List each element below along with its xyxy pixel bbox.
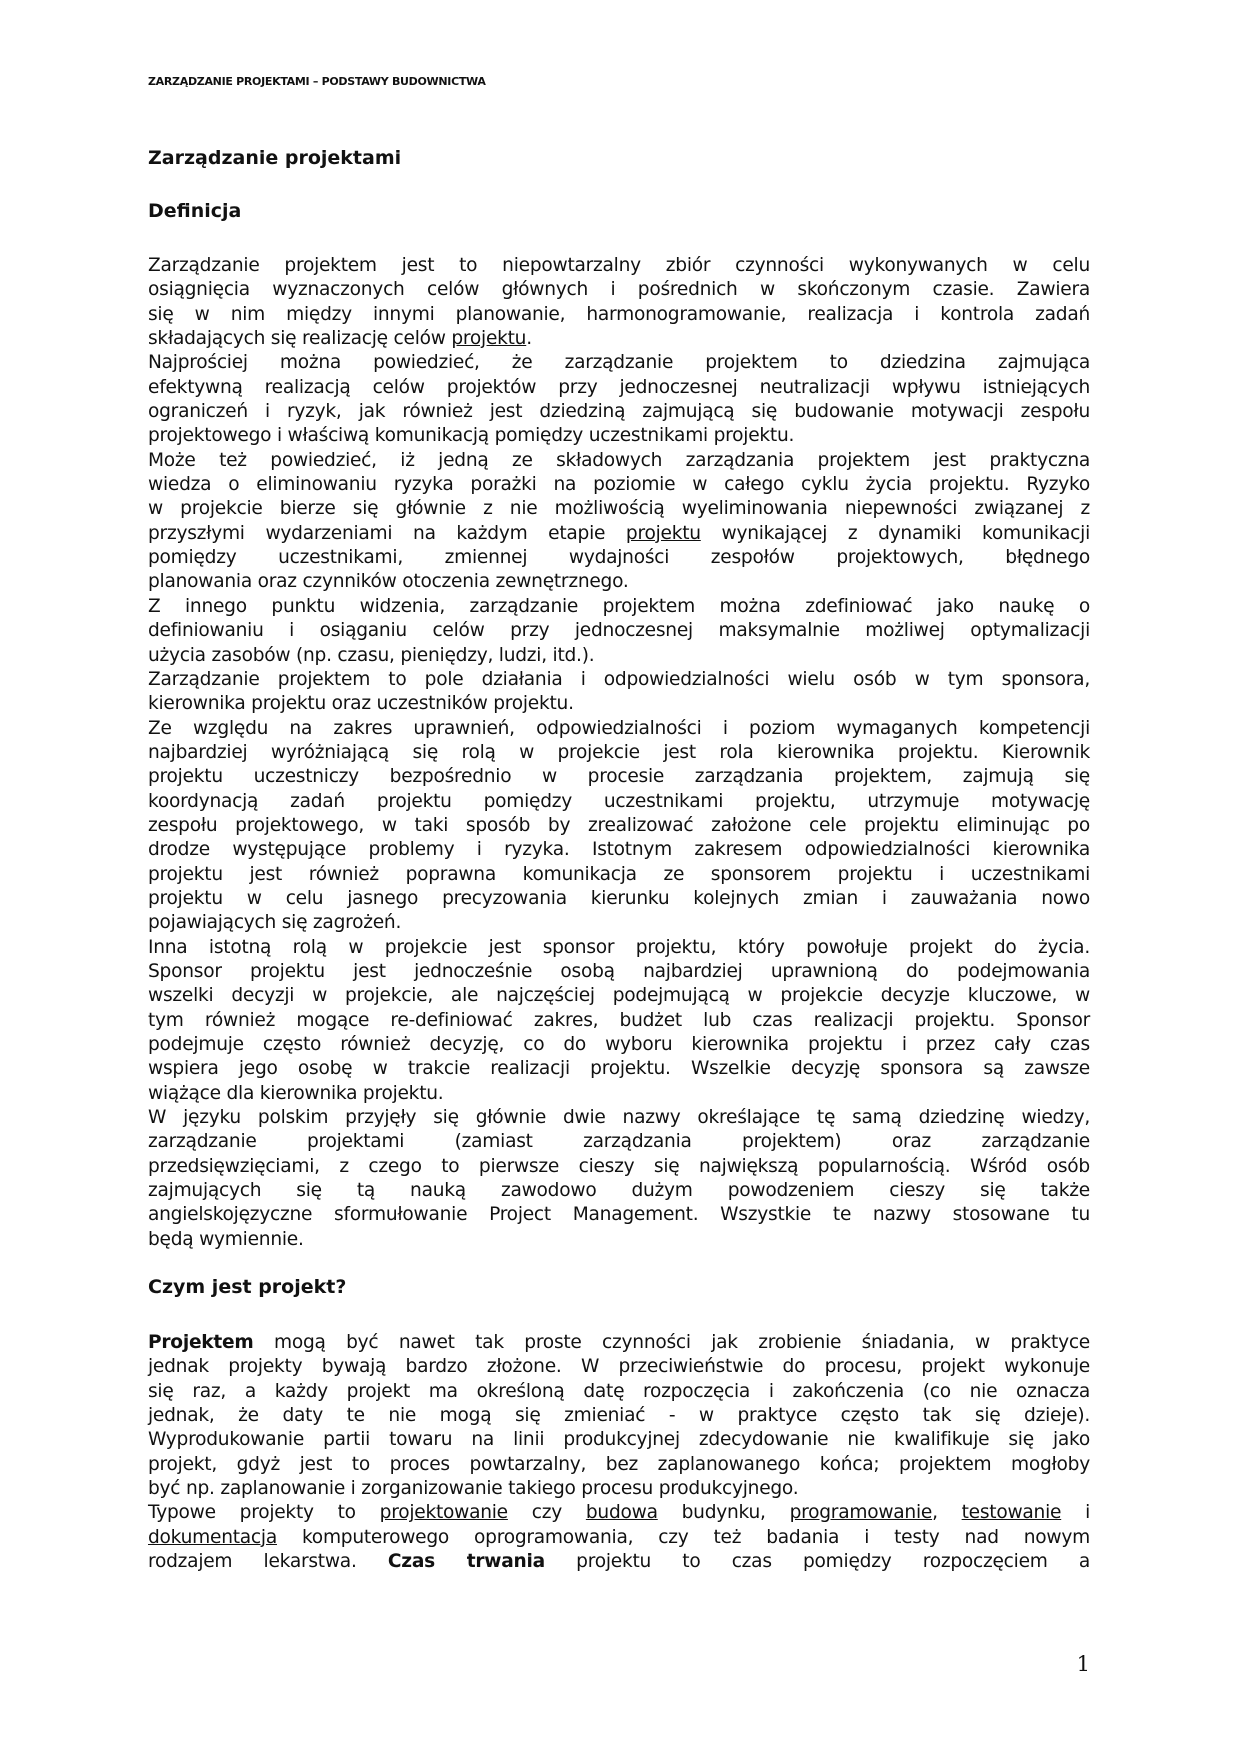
text-line [148,863,1090,887]
text-run: być np. zaplanowanie i zorganizowanie takiego procesu produkcyjnego. [148,1478,799,1500]
text-run: wynikającej z dynamiki komunikacji [700,522,1090,544]
text-line [148,278,1090,302]
text-run: budynku, [657,1502,790,1524]
bold-term: Projektem [148,1332,254,1353]
bold-term: Czas trwania [387,1551,545,1573]
text-line [148,717,1090,741]
text-line [148,644,1090,668]
text-run: najbardziej wyróżniającą się rolą w projekcie jest rola kierownika projektu. Kierownik [148,741,1090,763]
text-line [148,1404,1090,1428]
text-line [148,1155,1090,1179]
text-run: drodze występujące problemy i ryzyka. Istotnym zakresem odpowiedzialności kierownika [148,839,1090,861]
text-run: koordynacją zadań projektu pomiędzy uczestnikami projektu, utrzymuje motywację [148,790,1090,812]
hyperlink[interactable]: projektu [625,522,701,544]
text-run: jednak projekty bywają bardzo złożone. W przeciwieństwie do procesu, projekt wykonuje [148,1356,1090,1378]
paragraph [148,1106,1090,1252]
text-run: się raz, a każdy projekt ma określoną datę rozpoczęcia i zakończenia (co nie oznacza [148,1380,1090,1402]
text-run: projektu to czas pomiędzy rozpoczęciem a [544,1551,1091,1573]
paragraph [148,936,1090,1106]
paragraph [148,595,1090,668]
text-run: wiedza o eliminowaniu ryzyka porażki na poziomie w całego cyklu życia projektu. Ryzyko [148,474,1090,496]
text-line [148,522,1090,546]
text-line [148,1501,1090,1525]
text-run: efektywną realizacją celów projektów przy jednoczesnej neutralizacji wpływu istniejących [148,376,1090,398]
text-line [148,1228,1090,1252]
text-run: Inna istotną rolą w projekcie jest sponsor projektu, który powołuje projekt do życia. [148,936,1090,958]
text-run: wiążące dla kierownika projektu. [148,1082,444,1104]
text-run: Zarządzanie projektem jest to niepowtarzalny zbiór czynności wykonywanych w celu [148,255,1090,276]
text-line [148,814,1090,838]
text-run: Może też powiedzieć, iż jedną ze składowych zarządzania projektem jest praktyczna [148,449,1090,471]
text-run: osiągnięcia wyznaczonych celów głównych i pośrednich w skończonym czasie. Zawiera [148,279,1090,301]
text-line [148,911,1090,935]
text-run: i [1061,1502,1090,1524]
text-line [148,1130,1090,1154]
text-line [148,254,1090,278]
text-line [148,1355,1090,1379]
text-run: jednak, że daty te nie mogą się zmieniać - w praktyce często tak się dzieje). [148,1405,1090,1427]
section-heading-definicja: Definicja [148,200,242,222]
text-run: wszelki decyzji w projekcie, ale najczęściej podejmującą w projekcie decyzje kluczowe, w [148,985,1090,1007]
text-run: pojawiających się zagrożeń. [148,912,402,934]
text-line [148,1009,1090,1033]
text-run: Sponsor projektu jest jednocześnie osobą najbardziej uprawnioną do podejmowania [148,960,1090,982]
text-run: ograniczeń i ryzyk, jak również jest dziedziną zajmującą się budowanie motywacji zespołu [148,401,1090,423]
text-run: Zarządzanie projektem to pole działania i odpowiedzialności wielu osób w tym sponsora, [148,668,1090,690]
text-line [148,546,1090,570]
text-line [148,1203,1090,1227]
text-run: się w nim między innymi planowanie, harmonogramowanie, realizacja i kontrola zadań [148,303,1090,325]
hyperlink[interactable]: programowanie [789,1502,933,1524]
paragraph [148,449,1090,595]
text-run: kierownika projektu oraz uczestników projektu. [148,693,574,715]
running-header: ZARZĄDZANIE PROJEKTAMI – PODSTAWY BUDOWNICTWA [148,75,486,88]
section-heading-czym-jest-projekt: Czym jest projekt? [148,1276,347,1298]
hyperlink[interactable]: projektu [451,328,527,350]
text-line [148,424,1090,448]
paragraph [148,717,1090,936]
text-line [148,1057,1090,1081]
hyperlink[interactable]: budowa [585,1502,658,1524]
text-line [148,351,1090,375]
text-run: , [932,1502,962,1524]
text-line [148,497,1090,521]
text-run: Najprościej można powiedzieć, że zarządzanie projektem to dziedzina zajmująca [148,352,1090,374]
text-run: Z innego punktu widzenia, zarządzanie projektem można zdefiniować jako naukę o [148,595,1090,617]
text-run: tym również mogące re-definiować zakres, budżet lub czas realizacji projektu. Sponsor [148,1009,1090,1031]
text-run: zespołu projektowego, w taki sposób by zrealizować założone cele projektu eliminując po [148,814,1090,836]
text-line [148,1106,1090,1130]
text-line [148,327,1090,351]
text-line [148,1453,1090,1477]
section-body-czym-jest-projekt [148,1331,1090,1574]
text-run: projektu uczestniczy bezpośrednio w procesie zarządzania projektem, zajmują się [148,766,1090,788]
text-line [148,1179,1090,1203]
text-line [148,570,1090,594]
text-run: składających się realizację celów [148,328,452,350]
text-run: projektu w celu jasnego precyzowania kierunku kolejnych zmian i zauważania nowo [148,887,1090,909]
document-title: Zarządzanie projektami [148,147,402,169]
text-line [148,1428,1090,1452]
text-line [148,1477,1090,1501]
text-line [148,1380,1090,1404]
text-run: podejmuje często również decyzję, co do wyboru kierownika projektu i przez cały czas [148,1034,1090,1055]
text-line [148,449,1090,473]
page-number: 1 [1076,1652,1090,1676]
text-line [148,376,1090,400]
text-run: zajmujących się tą nauką zawodowo dużym powodzeniem cieszy się także [148,1180,1090,1202]
text-line [148,303,1090,327]
text-run: Typowe projekty to [148,1502,380,1524]
text-line [148,1331,1090,1355]
text-line [148,765,1090,789]
text-line [148,692,1090,716]
text-run: zarządzanie projektami (zamiast zarządzania projektem) oraz zarządzanie [148,1131,1090,1153]
text-run: pomiędzy uczestnikami, zmiennej wydajności zespołów projektowych, błędnego [148,547,1090,569]
text-line [148,984,1090,1008]
text-run: planowania oraz czynników otoczenia zewnętrznego. [148,571,629,593]
text-run: wspiera jego osobę w trakcie realizacji projektu. Wszelkie decyzję sponsora są zawsze [148,1058,1090,1080]
text-run: przedsięwzięciami, z czego to pierwsze cieszy się największą popularnością. Wśród osób [148,1155,1090,1177]
text-line [148,619,1090,643]
text-run: przyszłymi wydarzeniami na każdym etapie [148,522,626,544]
text-run: projektu jest również poprawna komunikacja ze sponsorem projektu i uczestnikami [148,863,1090,885]
text-line [148,473,1090,497]
text-run: Wyprodukowanie partii towaru na linii produkcyjnej zdecydowanie nie kwalifikuje się jako [148,1429,1090,1451]
paragraph [148,351,1090,448]
paragraph [148,1501,1090,1574]
text-run: mogą być nawet tak proste czynności jak zrobienie śniadania, w praktyce [253,1332,1090,1353]
text-run: użycia zasobów (np. czasu, pieniędzy, ludzi, itd.). [148,644,595,666]
text-run: Ze względu na zakres uprawnień, odpowiedzialności i poziom wymaganych kompetencji [148,717,1090,739]
text-run: komputerowego oprogramowania, czy też badania i testy nad nowym [276,1526,1090,1548]
text-line [148,960,1090,984]
text-line [148,1526,1090,1550]
text-run: czy [507,1502,586,1524]
text-line [148,1082,1090,1106]
text-line [148,668,1090,692]
paragraph [148,1331,1090,1501]
text-run: projektowego i właściwą komunikacją pomiędzy uczestnikami projektu. [148,425,795,447]
text-run: projekt, gdyż jest to proces powtarzalny, bez zaplanowanego końca; projektem mogłoby [148,1453,1090,1475]
text-run: angielskojęzyczne sformułowanie Project Management. Wszystkie te nazwy stosowane tu [148,1204,1090,1226]
hyperlink[interactable]: testowanie [961,1502,1062,1524]
text-line [148,936,1090,960]
text-run: rodzajem lekarstwa. [148,1551,388,1573]
paragraph [148,254,1090,351]
text-line [148,400,1090,424]
text-line [148,887,1090,911]
text-run: będą wymiennie. [148,1228,304,1250]
paragraph [148,668,1090,717]
text-line [148,838,1090,862]
hyperlink[interactable]: projektowanie [379,1502,508,1524]
text-run: W języku polskim przyjęły się głównie dwie nazwy określające tę samą dziedzinę wiedzy, [148,1107,1090,1129]
text-line [148,790,1090,814]
text-line [148,1033,1090,1057]
text-line [148,741,1090,765]
text-run: definiowaniu i osiąganiu celów przy jednoczesnej maksymalnie możliwej optymalizacji [148,620,1090,642]
section-body-definicja [148,254,1090,1252]
text-run: . [526,328,532,350]
hyperlink[interactable]: dokumentacja [148,1526,277,1548]
text-line [148,595,1090,619]
text-line [148,1550,1090,1574]
text-run: w projekcie bierze się głównie z nie możliwością wyeliminowania niepewności związanej z [148,498,1090,520]
